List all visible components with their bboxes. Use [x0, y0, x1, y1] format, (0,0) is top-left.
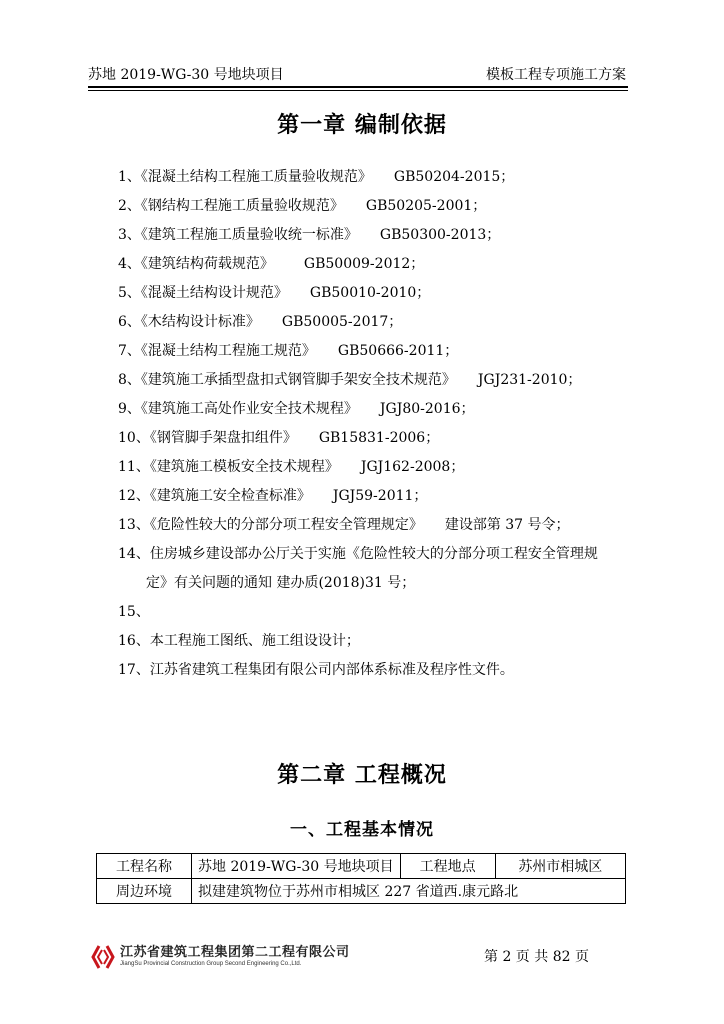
- header-project-name: 苏地 2019-WG-30 号地块项目: [88, 67, 284, 83]
- reference-item: 8、《建筑施工承插型盘扣式钢管脚手架安全技术规范》 JGJ231-2010；: [118, 372, 582, 388]
- chapter-2-title: 第二章 工程概况: [277, 763, 447, 788]
- section-1-title: 一、工程基本情况: [290, 820, 434, 840]
- company-logo: [90, 944, 350, 970]
- table-cell-location-label: 工程地点: [400, 854, 495, 879]
- reference-item: 4、《建筑结构荷载规范》 GB50009-2012；: [118, 256, 425, 272]
- reference-item-15: 15、: [118, 604, 150, 620]
- table-cell-project-name-value: 苏地 2019-WG-30 号地块项目: [192, 854, 401, 879]
- table-row: [97, 854, 626, 879]
- table-cell-surroundings-label: 周边环境: [97, 879, 192, 904]
- project-info-table: [96, 853, 626, 904]
- reference-item: 12、《建筑施工安全检查标准》 JGJ59-2011；: [118, 488, 428, 504]
- page-header: [88, 62, 626, 84]
- table-cell-location-value: 苏州市相城区: [495, 854, 625, 879]
- reference-item: 3、《建筑工程施工质量验收统一标准》 GB50300-2013；: [118, 227, 501, 243]
- company-logo-icon: [90, 944, 116, 970]
- table-row: [97, 879, 626, 904]
- company-name-cn: 江苏省建筑工程集团第二工程有限公司: [120, 944, 350, 960]
- reference-item: 6、《木结构设计标准》 GB50005-2017；: [118, 314, 403, 330]
- reference-item: 10、《钢管脚手架盘扣组件》 GB15831-2006；: [118, 430, 440, 446]
- reference-item: 1、《混凝土结构工程施工质量验收规范》 GB50204-2015；: [118, 169, 515, 185]
- company-name-en: JiangSu Provincial Construction Group Second Engineering Co.,Ltd.: [120, 960, 302, 967]
- reference-item: 7、《混凝土结构工程施工规范》 GB50666-2011；: [118, 343, 459, 359]
- reference-item-17: 17、江苏省建筑工程集团有限公司内部体系标准及程序性文件。: [118, 662, 514, 678]
- reference-item-14: 14、住房城乡建设部办公厅关于实施《危险性较大的分部分项工程安全管理规: [118, 546, 598, 562]
- reference-item: 2、《钢结构工程施工质量验收规范》 GB50205-2001；: [118, 198, 487, 214]
- page-number: 第 2 页 共 82 页: [484, 949, 589, 965]
- reference-item-14-continuation: 定》有关问题的通知 建办质(2018)31 号；: [146, 575, 416, 591]
- reference-item: 13、《危险性较大的分部分项工程安全管理规定》 建设部第 37 号令；: [118, 517, 570, 533]
- header-rule: [88, 86, 628, 88]
- header-rule-thin: [88, 90, 628, 91]
- reference-item-16: 16、本工程施工图纸、施工组设设计；: [118, 633, 360, 649]
- reference-item: 5、《混凝土结构设计规范》 GB50010-2010；: [118, 285, 431, 301]
- table-cell-surroundings-value: 拟建建筑物位于苏州市相城区 227 省道西.康元路北: [192, 879, 626, 904]
- reference-item: 11、《建筑施工模板安全技术规程》 JGJ162-2008；: [118, 459, 465, 475]
- table-cell-project-name-label: 工程名称: [97, 854, 192, 879]
- header-document-title: 模板工程专项施工方案: [486, 67, 626, 83]
- chapter-1-title: 第一章 编制依据: [277, 113, 447, 138]
- reference-item: 9、《建筑施工高处作业安全技术规程》 JGJ80-2016；: [118, 401, 475, 417]
